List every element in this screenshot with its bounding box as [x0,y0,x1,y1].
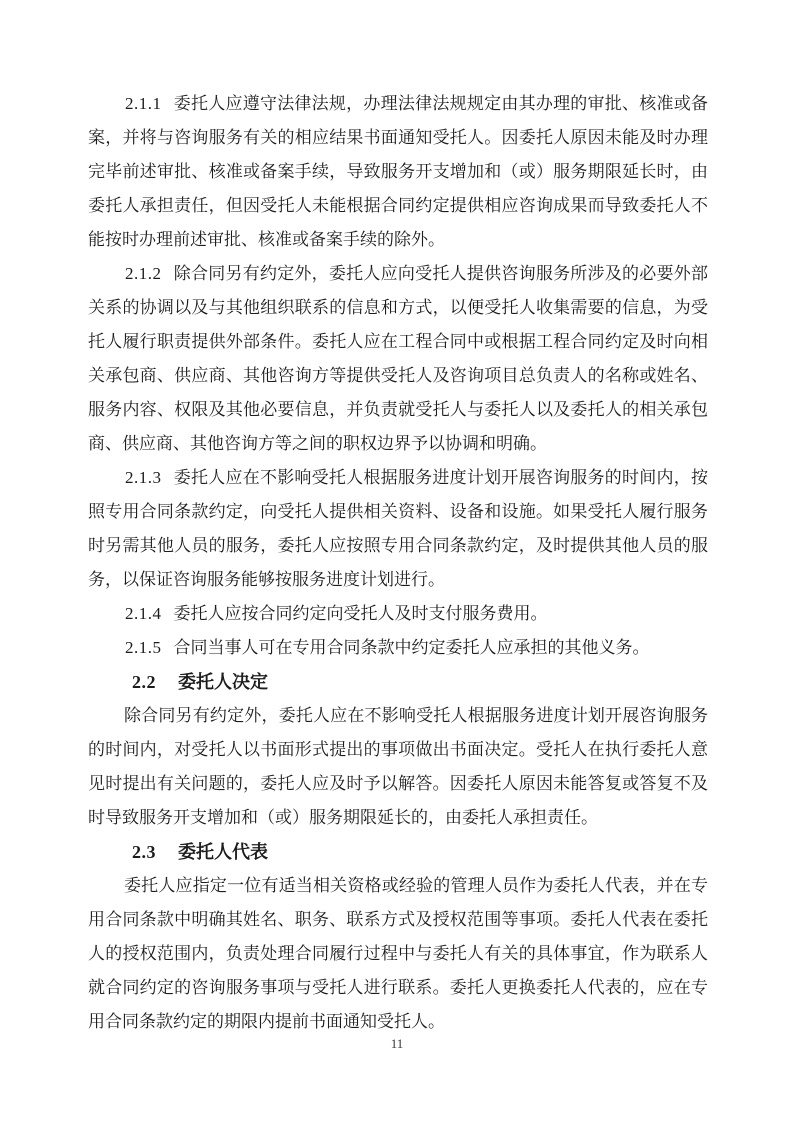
clause-number: 2.1.5 [125,638,162,657]
heading-text: 委托人代表 [178,842,268,862]
body-paragraph [88,699,708,835]
paragraph-text: 委托人应在不影响受托人根据服务进度计划开展咨询服务的时间内，按照专用合同条款约定，向受托人提供相关资料、设备和设施。如果受托人履行服务时另需其他人员的服务，委托人应按照专用合同条款约定，及时提供其他人员的服务，以保证咨询服务能够按服务进度计划进行。 [88,468,708,589]
document-body [88,87,708,1039]
heading-text: 委托人决定 [178,672,268,692]
clause-number: 2.1.2 [125,264,162,283]
clause-number: 2.1.3 [125,468,162,487]
page-number: 11 [390,1036,404,1051]
body-paragraph [88,869,708,1039]
clause-number: 2.3 [132,842,156,862]
paragraph-text: 合同当事人可在专用合同条款中约定委托人应承担的其他义务。 [173,638,650,657]
clause-2.1.1 [88,87,708,257]
paragraph-text: 委托人应遵守法律法规，办理法律法规规定由其办理的审批、核准或备案，并将与咨询服务有关的相应结果书面通知受托人。因委托人原因未能及时办理完毕前述审批、核准或备案手续，导致服务开支增加和（或）服务期限延长时，由委托人承担责任，但因受托人未能根据合同约定提供相应咨询成果而导致委托人不能按时办理前述审批、核准或备案手续的除外。 [88,94,708,249]
paragraph-text: 委托人应指定一位有适当相关资格或经验的管理人员作为委托人代表，并在专用合同条款中明确其姓名、职务、联系方式及授权范围等事项。委托人代表在委托人的授权范围内，负责处理合同履行过程中与委托人有关的具体事宜，作为联系人就合同约定的咨询服务事项与受托人进行联系。委托人更换委托人代表的，应在专用合同条款约定的期限内提前书面通知受托人。 [88,876,708,1031]
clause-2.1.3 [88,461,708,597]
paragraph-text: 除合同另有约定外，委托人应向受托人提供咨询服务所涉及的必要外部关系的协调以及与其他组织联系的信息和方式，以便受托人收集需要的信息，为受托人履行职责提供外部条件。委托人应在工程合同中或根据工程合同约定及时向相关承包商、供应商、其他咨询方等提供受托人及咨询项目总负责人的名称或姓名、服务内容、权限及其他必要信息，并负责就受托人与委托人以及委托人的相关承包商、供应商、其他咨询方等之间的职权边界予以协调和明确。 [88,264,708,453]
section-heading-2.2 [88,665,708,699]
clause-number: 2.1.4 [125,604,162,623]
paragraph-text: 除合同另有约定外，委托人应在不影响受托人根据服务进度计划开展咨询服务的时间内，对受托人以书面形式提出的事项做出书面决定。受托人在执行委托人意见时提出有关问题的，委托人应及时予以解答。因委托人原因未能答复或答复不及时导致服务开支增加和（或）服务期限延长的，由委托人承担责任。 [88,706,708,827]
clause-2.1.4 [88,597,708,631]
paragraph-text: 委托人应按合同约定向受托人及时支付服务费用。 [173,604,548,623]
section-heading-2.3 [88,835,708,869]
clause-number: 2.2 [132,672,156,692]
clause-number: 2.1.1 [125,94,162,113]
clause-2.1.2 [88,257,708,461]
clause-2.1.5 [88,631,708,665]
